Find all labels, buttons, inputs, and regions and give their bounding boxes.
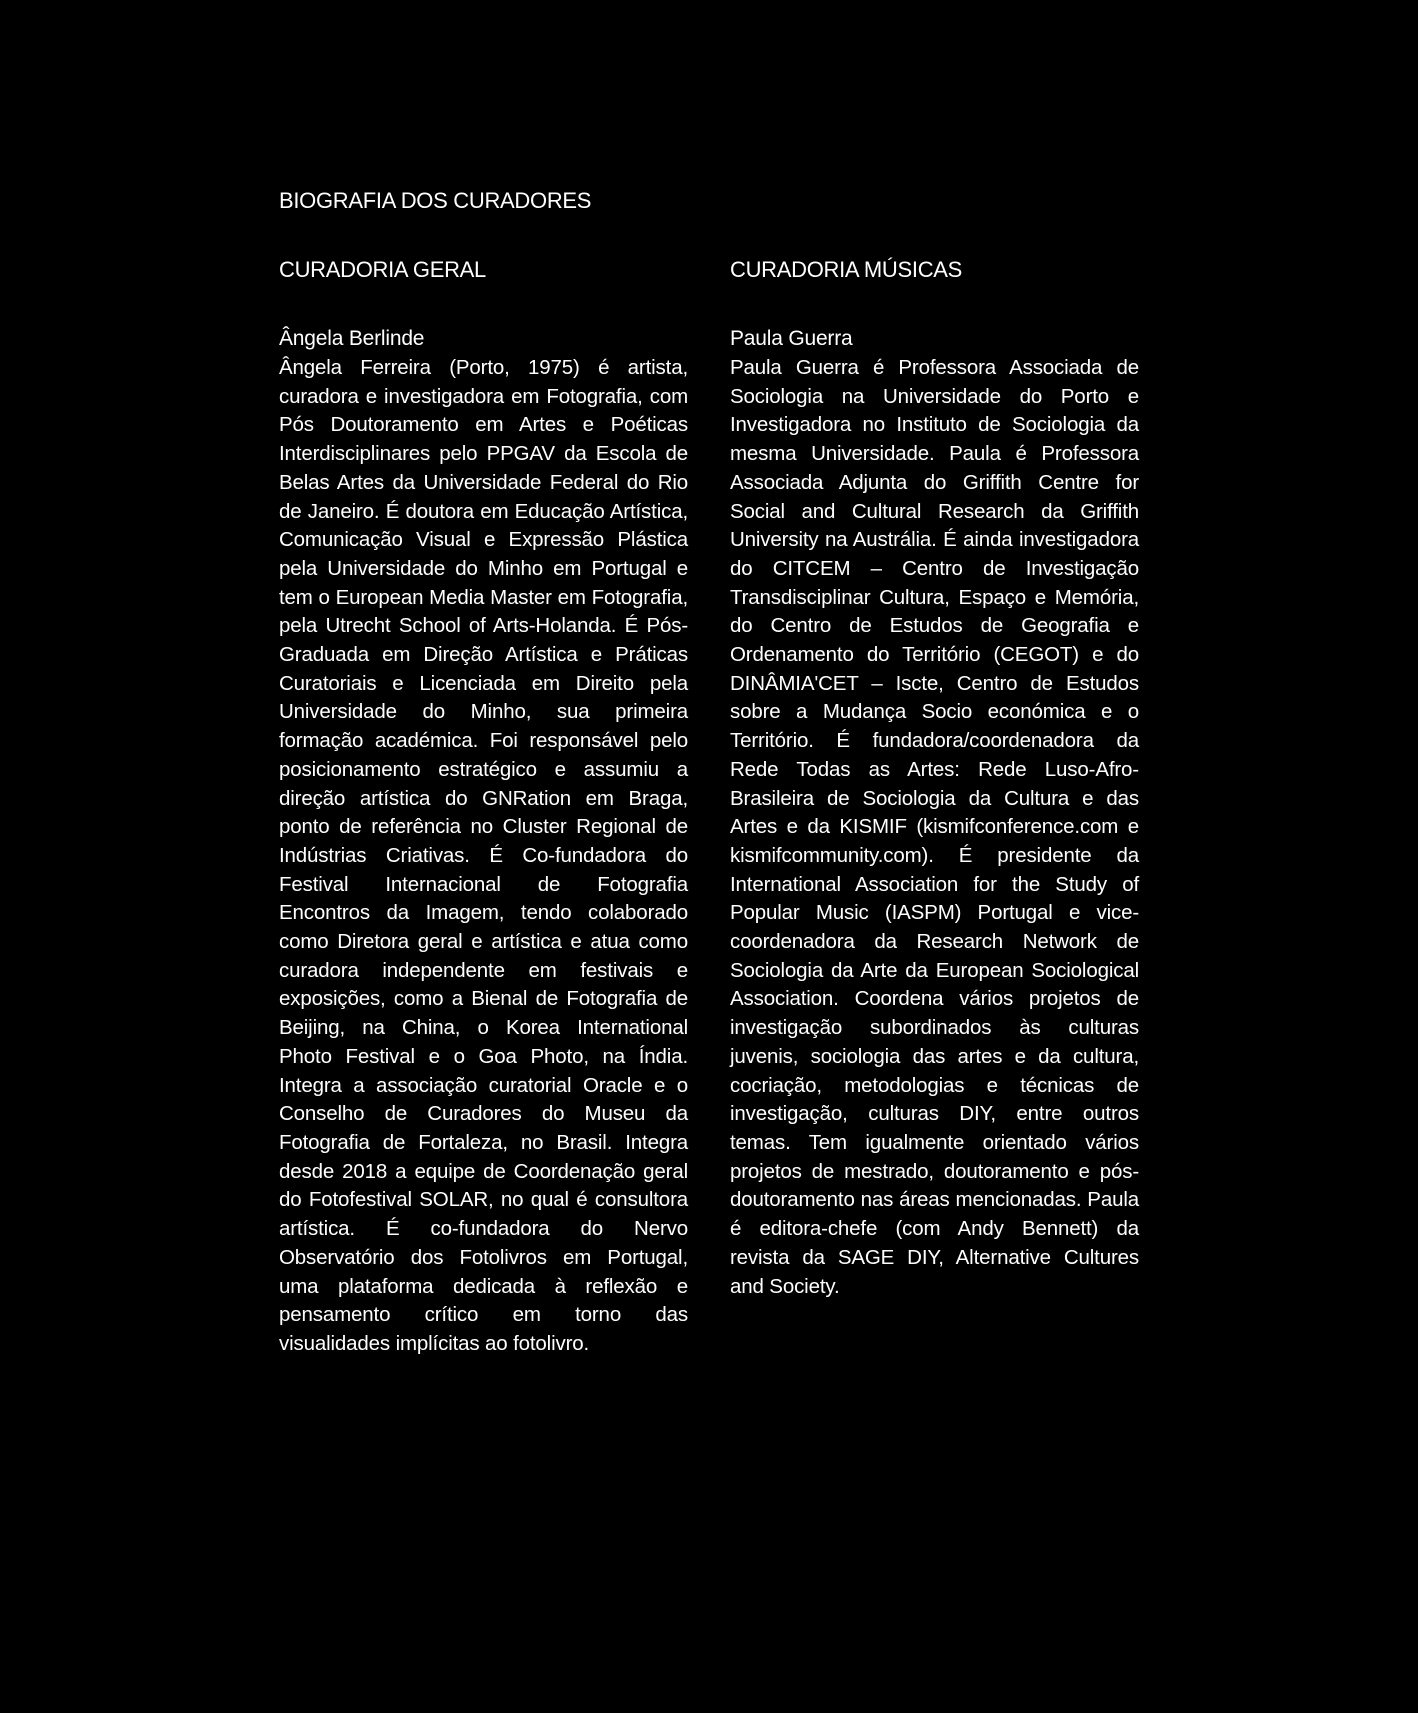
column-heading: CURADORIA MÚSICAS bbox=[730, 257, 963, 282]
curator-column-general bbox=[279, 255, 688, 1359]
curator-name: Ângela Berlinde bbox=[279, 327, 425, 350]
column-heading: CURADORIA GERAL bbox=[279, 257, 486, 282]
curator-column-music bbox=[730, 255, 1139, 1301]
curator-bio: Ângela Ferreira (Porto, 1975) é artista, curadora e investigadora em Fotografia, com Pós Doutoramento em Artes e Poéticas Interdisciplinares pelo PPGAV da Escola de Belas Artes da Universidade Federal do Rio de Janeiro. É doutora em Educação Artística, Comunicação Visual e Expressão Plástica pela Universidade do Minho em Portugal e tem o European Media Master em Fotografia, pela Utrecht School of Arts-Holanda. É Pós-Graduada em Direção Artística e Práticas Curatoriais e Licenciada em Direito pela Universidade do Minho, sua primeira formação académica. Foi responsável pelo posicionamento estratégico e assumiu a direção artística do GNRation em Braga, ponto de referência no Cluster Regional de Indústrias Criativas. É Co-fundadora do Festival Internacional de Fotografia Encontros da Imagem, tendo colaborado como Diretora geral e artística e atua como curadora independente em festivais e exposições, como a Bienal de Fotografia de Beijing, na China, o Korea International Photo Festival e o Goa Photo, na Índia. Integra a associação curatorial Oracle e o Conselho de Curadores do Museu da Fotografia de Fortaleza, no Brasil. Integra desde 2018 a equipe de Coordenação geral do Fotofestival SOLAR, no qual é consultora artística. É co-fundadora do Nervo Observatório dos Fotolivros em Portugal, uma plataforma dedicada à reflexão e pensamento crítico em torno das visualidades implícitas ao fotolivro. bbox=[279, 356, 688, 1355]
curator-bio: Paula Guerra é Professora Associada de Sociologia na Universidade do Porto e Investigadora no Instituto de Sociologia da mesma Universidade. Paula é Professora Associada Adjunta do Griffith Centre for Social and Cultural Research da Griffith University na Austrália. É ainda investigadora do CITCEM – Centro de Investigação Transdisciplinar Cultura, Espaço e Memória, do Centro de Estudos de Geografia e Ordenamento do Território (CEGOT) e do DINÂMIA'CET – Iscte, Centro de Estudos sobre a Mudança Socio económica e o Território. É fundadora/coordenadora da Rede Todas as Artes: Rede Luso-Afro-Brasileira de Sociologia da Cultura e das Artes e da KISMIF (kismifconference.com e kismifcommunity.com). É presidente da International Association for the Study of Popular Music (IASPM) Portugal e vice-coordenadora da Research Network de Sociologia da Arte da European Sociological Association. Coordena vários projetos de investigação subordinados às culturas juvenis, sociologia das artes e da cultura, cocriação, metodologias e técnicas de investigação, culturas DIY, entre outros temas. Tem igualmente orientado vários projetos de mestrado, doutoramento e pós-doutoramento nas áreas mencionadas. Paula é editora-chefe (com Andy Bennett) da revista da SAGE DIY, Alternative Cultures and Society. bbox=[730, 356, 1139, 1298]
curator-name: Paula Guerra bbox=[730, 327, 853, 350]
page-title: BIOGRAFIA DOS CURADORES bbox=[279, 188, 592, 213]
